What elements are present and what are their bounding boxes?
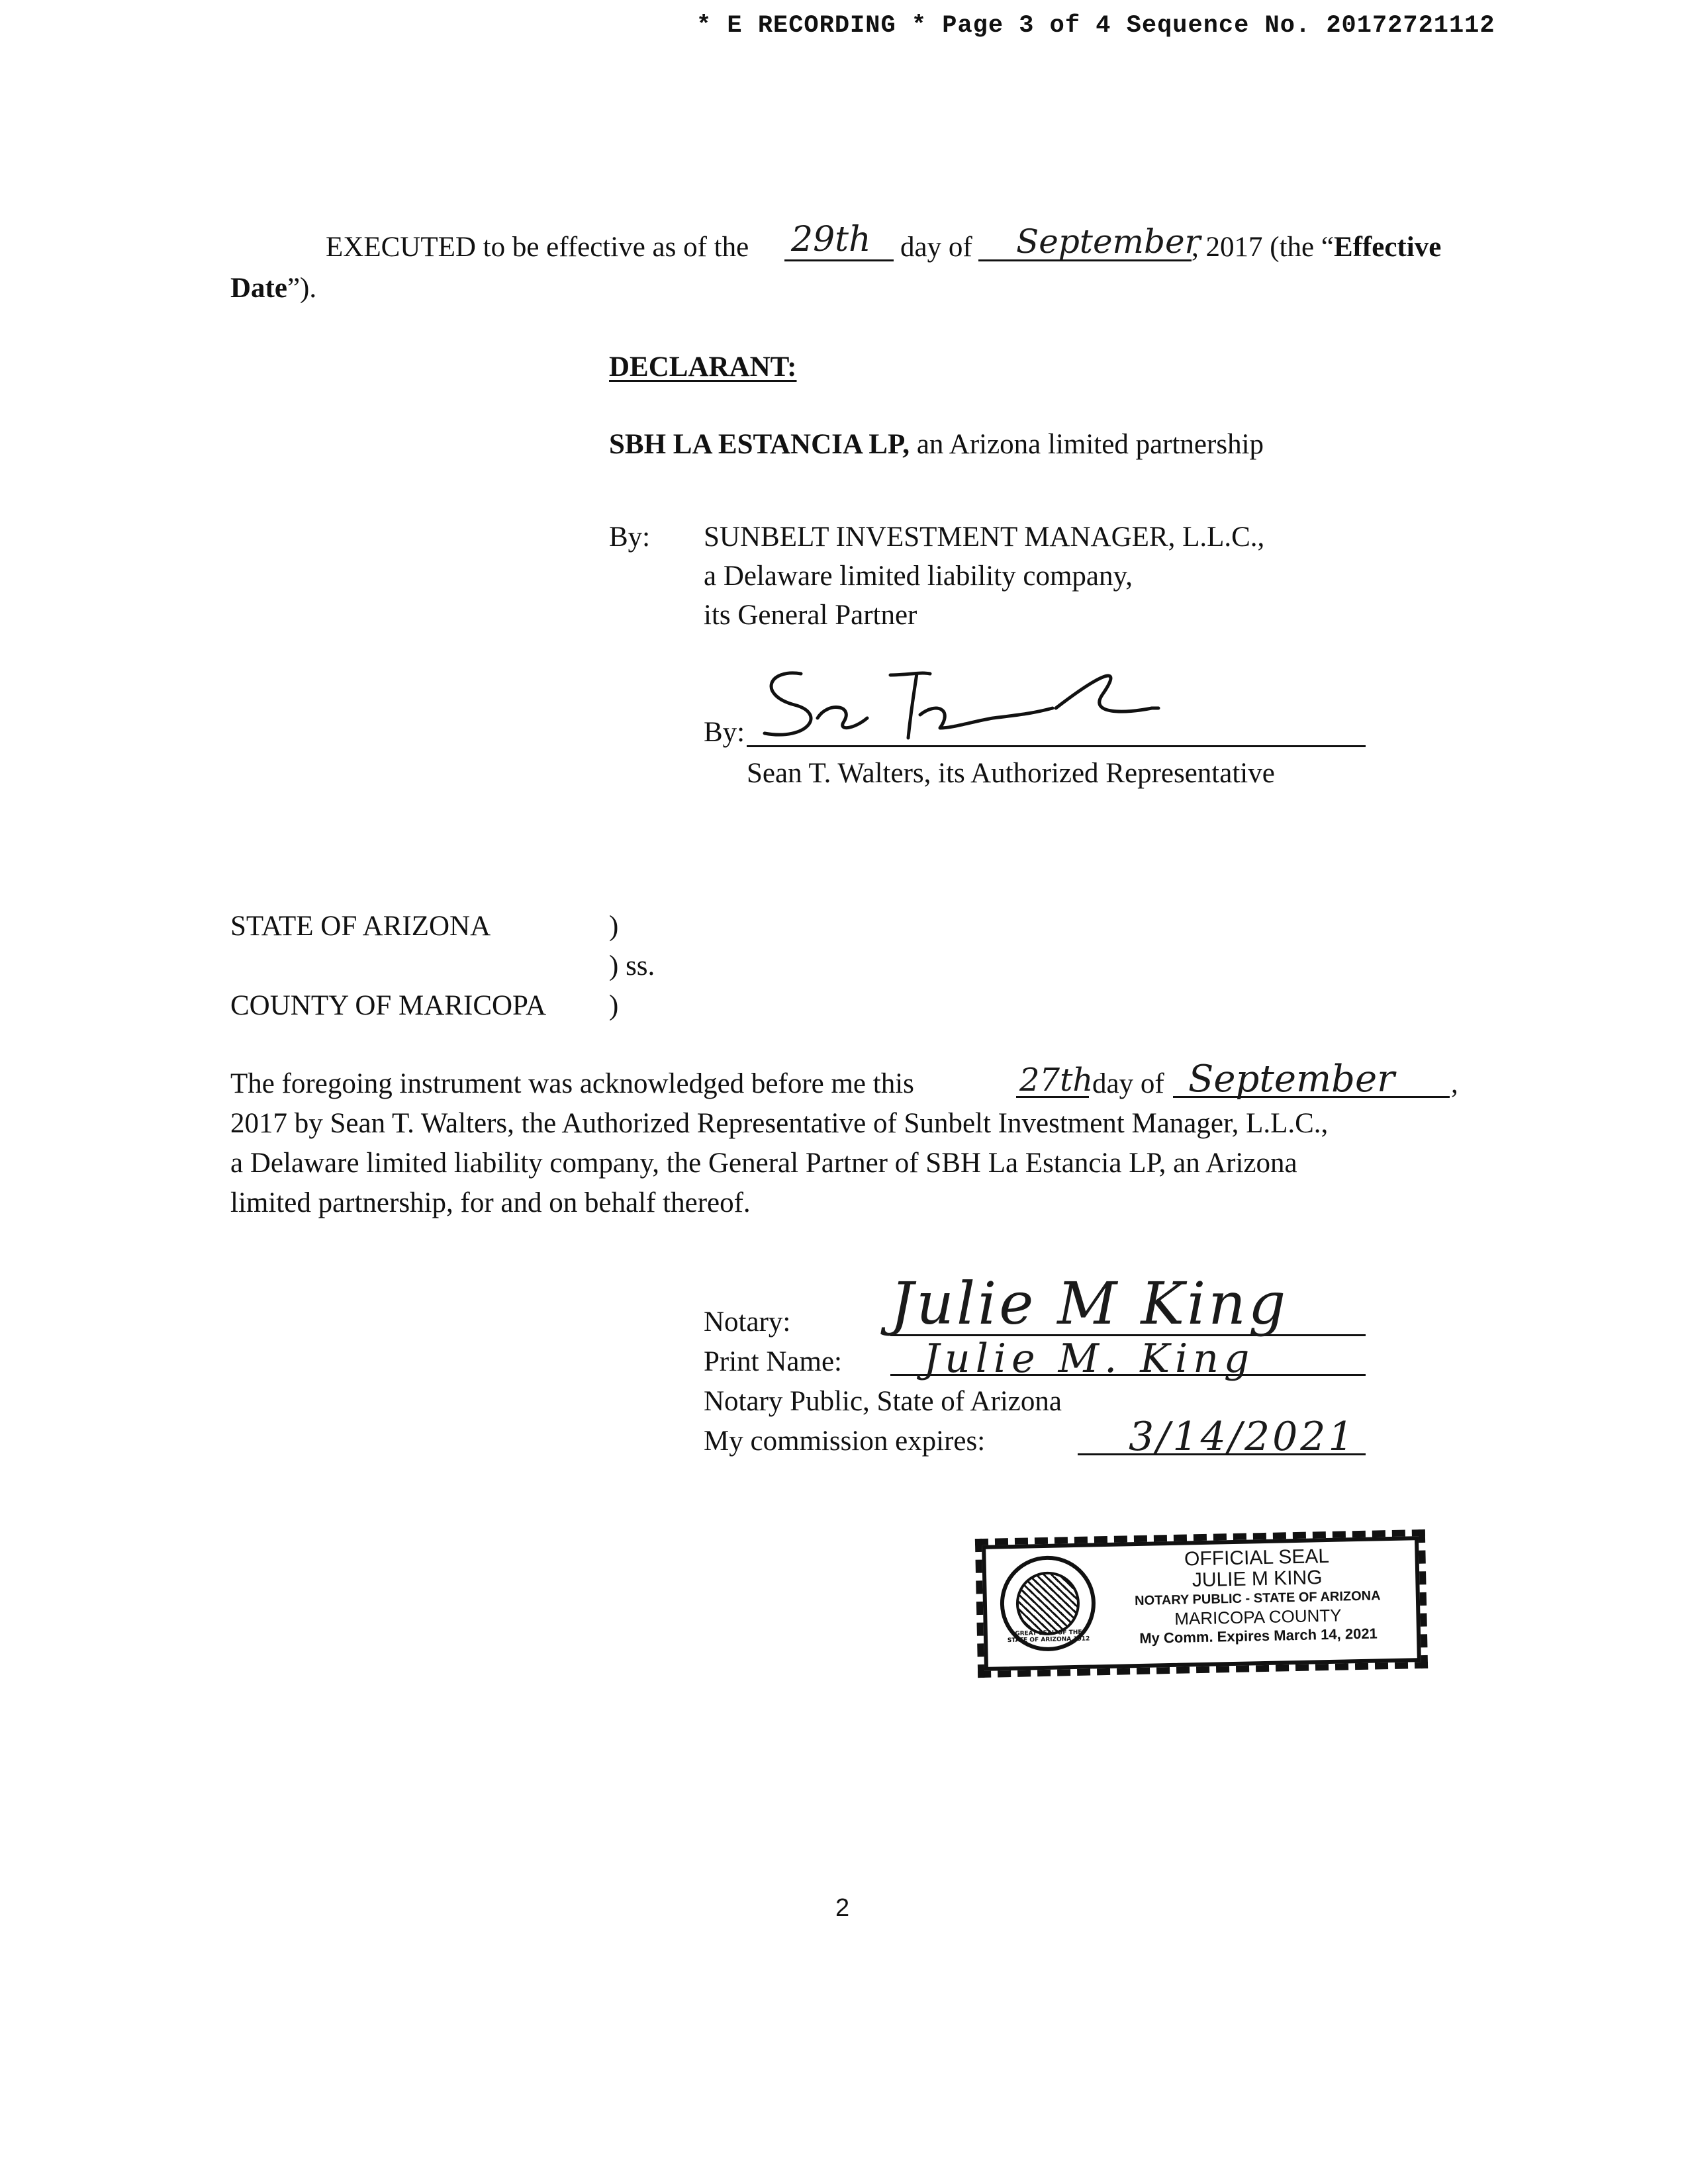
manager-line-3: its General Partner [704,600,917,631]
declarant-heading: DECLARANT: [609,351,797,383]
venue-ss: ) ss. [609,950,655,981]
official-seal-stamp [975,1529,1428,1678]
ack-line-4: limited partnership, for and on behalf thereof. [230,1187,751,1218]
declarant-by-label: By: [609,522,651,553]
seal-emblem-text: GREAT SEAL OF THE STATE OF ARIZONA 1912 [1007,1629,1090,1645]
ack-day-of: day of [1092,1068,1164,1099]
signature-sean-walters [755,655,1165,754]
print-name-handwritten: Julie M. King [923,1336,1255,1382]
declarant-entity: SBH LA ESTANCIA LP, an Arizona limited partnership [609,429,1264,460]
executed-day-handwritten: 29th [791,220,871,259]
venue-county: COUNTY OF MARICOPA [230,990,547,1021]
executed-prefix: EXECUTED to be effective as of the [326,232,749,263]
venue-state: STATE OF ARIZONA [230,911,491,942]
seal-line-1: OFFICIAL SEAL [1184,1545,1330,1570]
seal-line-5: My Comm. Expires March 14, 2021 [1139,1625,1378,1647]
notary-signature: Julie M King [890,1269,1289,1338]
ack-day-handwritten: 27th [1019,1062,1094,1099]
ack-line-1-prefix: The foregoing instrument was acknowledged before me this [230,1068,914,1099]
recording-header: * E RECORDING * Page 3 of 4 Sequence No. 20172721112 [696,12,1495,40]
commission-label: My commission expires: [704,1426,986,1457]
state-seal-emblem [999,1555,1096,1652]
manager-line-1: SUNBELT INVESTMENT MANAGER, L.L.C., [704,522,1265,553]
print-name-label: Print Name: [704,1346,842,1377]
seal-line-2: JULIE M KING [1192,1567,1323,1592]
day-blank-line [784,259,894,261]
ack-line-1-end: , [1451,1068,1458,1099]
ack-month-handwritten: September [1188,1058,1395,1101]
executed-day-of: day of [900,232,972,263]
ack-line-2: 2017 by Sean T. Walters, the Authorized Representative of Sunbelt Investment Manager, L.L.C., [230,1108,1329,1139]
page-number: 2 [835,1894,850,1922]
executed-month-handwritten: September [1016,222,1201,261]
commission-handwritten: 3/14/2021 [1129,1414,1356,1460]
signer-caption: Sean T. Walters, its Authorized Representative [747,758,1275,789]
executed-date-clause: Date”). [230,273,317,304]
signature-by-label: By: [704,717,745,748]
notary-label: Notary: [704,1306,791,1338]
executed-year-clause: , 2017 (the “Effective [1192,232,1442,263]
manager-line-2: a Delaware limited liability company, [704,561,1133,592]
seal-line-4: MARICOPA COUNTY [1174,1605,1342,1629]
venue-paren-bottom: ) [609,990,619,1021]
seal-line-3: NOTARY PUBLIC - STATE OF ARIZONA [1134,1588,1381,1609]
ack-line-3: a Delaware limited liability company, the General Partner of SBH La Estancia LP, an Arizona [230,1148,1297,1179]
notary-public-line: Notary Public, State of Arizona [704,1386,1062,1417]
venue-paren-top: ) [609,911,619,942]
